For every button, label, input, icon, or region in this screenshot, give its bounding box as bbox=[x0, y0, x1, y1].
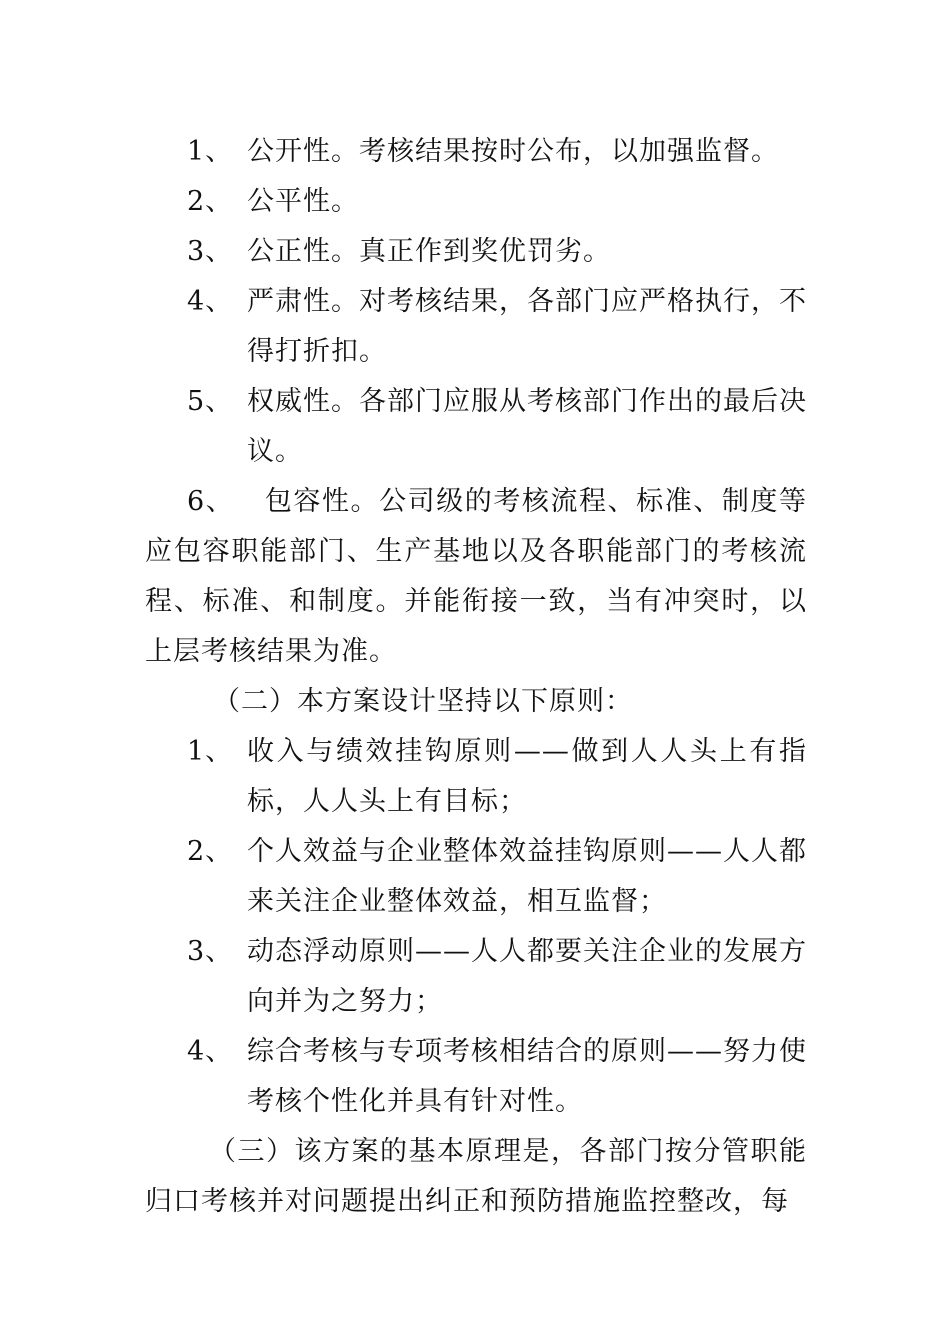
list-number: 4、 bbox=[187, 1036, 234, 1067]
list-number: 3、 bbox=[187, 936, 234, 967]
list-text: 严肃性。对考核结果，各部门应严格执行，不得打折扣。 bbox=[247, 286, 807, 367]
list-text: 公开性。考核结果按时公布，以加强监督。 bbox=[247, 136, 779, 167]
list-text: 公平性。 bbox=[247, 186, 359, 217]
list-item bbox=[145, 1027, 807, 1127]
list-item bbox=[145, 927, 807, 1027]
section-paragraph: （三）该方案的基本原理是，各部门按分管职能归口考核并对问题提出纠正和预防措施监控整改，每 bbox=[145, 1136, 807, 1217]
list-text: 公正性。真正作到奖优罚劣。 bbox=[247, 236, 611, 267]
list-number: 2、 bbox=[187, 186, 234, 217]
section-heading: （二）本方案设计坚持以下原则： bbox=[213, 686, 633, 717]
list-text: 综合考核与专项考核相结合的原则——努力使考核个性化并具有针对性。 bbox=[247, 1036, 807, 1117]
paragraph-inclusiveness bbox=[145, 477, 807, 677]
list-item bbox=[145, 277, 807, 377]
list-number: 4、 bbox=[187, 286, 234, 317]
paragraph-text: 包容性。公司级的考核流程、标准、制度等应包容职能部门、生产基地以及各职能部门的考核流程、标准、和制度。并能衔接一致，当有冲突时，以上层考核结果为准。 bbox=[145, 486, 807, 667]
list-number: 3、 bbox=[187, 236, 234, 267]
list-number: 2、 bbox=[187, 836, 234, 867]
list-number: 1、 bbox=[187, 136, 234, 167]
list-item bbox=[145, 377, 807, 477]
list-item bbox=[145, 727, 807, 827]
list-item bbox=[145, 827, 807, 927]
list-number: 1、 bbox=[187, 736, 234, 767]
document-body bbox=[145, 127, 807, 1227]
list-item bbox=[145, 177, 807, 227]
list-text: 动态浮动原则——人人都要关注企业的发展方向并为之努力； bbox=[247, 936, 807, 1017]
paragraph-number: 6、 bbox=[187, 486, 235, 517]
list-text: 收入与绩效挂钩原则——做到人人头上有指标，人人头上有目标； bbox=[247, 736, 807, 817]
list-item bbox=[145, 127, 807, 177]
list-text: 个人效益与企业整体效益挂钩原则——人人都来关注企业整体效益，相互监督； bbox=[247, 836, 807, 917]
list-number: 5、 bbox=[187, 386, 234, 417]
list-item bbox=[145, 227, 807, 277]
list-text: 权威性。各部门应服从考核部门作出的最后决议。 bbox=[247, 386, 807, 467]
